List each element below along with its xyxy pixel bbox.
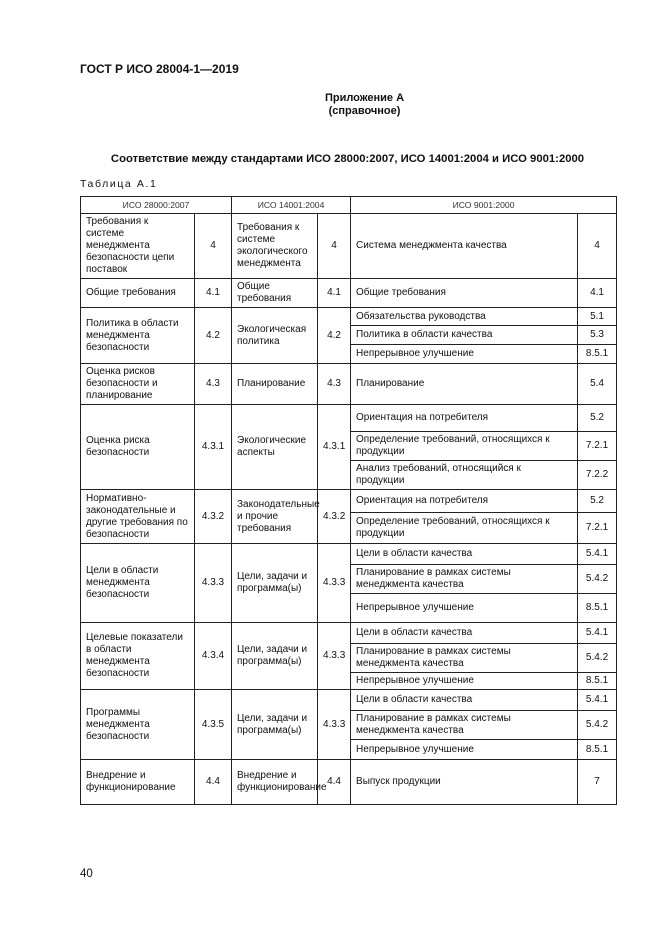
header-iso9001: ИСО 9001:2000	[351, 197, 617, 214]
iso9001-clause: Система менеджмента качества	[351, 214, 578, 279]
iso14001-number: 4.3.2	[318, 490, 351, 544]
iso14001-clause: Цели, задачи и программа(ы)	[232, 690, 318, 760]
iso28000-clause: Политика в области менеджмента безопасности	[81, 308, 195, 364]
iso14001-clause: Экологическая политика	[232, 308, 318, 364]
iso9001-clause: Непрерывное улучшение	[351, 345, 578, 364]
iso28000-clause: Целевые показатели в области менеджмента безопасности	[81, 623, 195, 690]
iso9001-number: 5.1	[578, 308, 617, 326]
table-row	[81, 490, 617, 513]
iso9001-clause: Непрерывное улучшение	[351, 673, 578, 690]
iso28000-number: 4.3.3	[195, 544, 232, 623]
annex-subtitle: (справочное)	[328, 105, 401, 117]
iso9001-clause: Ориентация на потребителя	[351, 405, 578, 432]
iso9001-number: 4.1	[578, 279, 617, 308]
annex-heading	[34, 92, 661, 118]
iso14001-number: 4.3	[318, 364, 351, 405]
iso14001-clause: Общие требования	[232, 279, 318, 308]
table-header-row	[81, 197, 617, 214]
table-row	[81, 364, 617, 405]
iso9001-number: 5.3	[578, 326, 617, 345]
table-row	[81, 623, 617, 644]
table-row	[81, 690, 617, 711]
table-body	[81, 214, 617, 805]
iso9001-number: 5.4.1	[578, 690, 617, 711]
iso14001-clause: Экологические аспекты	[232, 405, 318, 490]
iso28000-number: 4.4	[195, 760, 232, 805]
iso28000-number: 4.3.4	[195, 623, 232, 690]
table-caption: Таблица А.1	[80, 178, 158, 190]
iso14001-number: 4.1	[318, 279, 351, 308]
iso14001-clause: Планирование	[232, 364, 318, 405]
iso28000-clause: Внедрение и функционирование	[81, 760, 195, 805]
iso9001-clause: Планирование	[351, 364, 578, 405]
iso9001-number: 8.5.1	[578, 594, 617, 623]
iso28000-number: 4.2	[195, 308, 232, 364]
iso28000-number: 4	[195, 214, 232, 279]
iso14001-number: 4.3.3	[318, 623, 351, 690]
iso9001-clause: Планирование в рамках системы менеджмента качества	[351, 711, 578, 740]
iso28000-number: 4.3.2	[195, 490, 232, 544]
iso9001-clause: Анализ требований, относящийся к продукции	[351, 461, 578, 490]
iso9001-number: 8.5.1	[578, 740, 617, 760]
iso9001-number: 7	[578, 760, 617, 805]
table-row	[81, 308, 617, 326]
table-row	[81, 279, 617, 308]
iso14001-clause: Законодательные и прочие требования	[232, 490, 318, 544]
iso14001-clause: Цели, задачи и программа(ы)	[232, 544, 318, 623]
header-iso14001: ИСО 14001:2004	[232, 197, 351, 214]
iso9001-number: 5.4	[578, 364, 617, 405]
iso14001-number: 4.2	[318, 308, 351, 364]
iso9001-number: 7.2.1	[578, 432, 617, 461]
iso9001-clause: Политика в области качества	[351, 326, 578, 345]
iso28000-clause: Общие требования	[81, 279, 195, 308]
iso28000-number: 4.1	[195, 279, 232, 308]
page-number: 40	[80, 868, 93, 880]
section-title: Соответствие между стандартами ИСО 28000:2007, ИСО 14001:2004 и ИСО 9001:2000	[110, 153, 585, 165]
iso9001-clause: Планирование в рамках системы менеджмента качества	[351, 644, 578, 673]
iso28000-clause: Нормативно-законодательные и другие требования по безопасности	[81, 490, 195, 544]
iso9001-clause: Определение требований, относящихся к продукции	[351, 432, 578, 461]
iso9001-number: 5.4.2	[578, 711, 617, 740]
iso9001-clause: Общие требования	[351, 279, 578, 308]
correspondence-table	[80, 196, 617, 805]
iso9001-number: 7.2.2	[578, 461, 617, 490]
iso9001-clause: Цели в области качества	[351, 690, 578, 711]
table-row	[81, 214, 617, 279]
iso14001-number: 4.3.3	[318, 690, 351, 760]
iso14001-clause: Цели, задачи и программа(ы)	[232, 623, 318, 690]
iso28000-clause: Программы менеджмента безопасности	[81, 690, 195, 760]
iso28000-clause: Цели в области менеджмента безопасности	[81, 544, 195, 623]
iso9001-clause: Обязательства руководства	[351, 308, 578, 326]
iso14001-number: 4	[318, 214, 351, 279]
iso14001-number: 4.3.3	[318, 544, 351, 623]
iso9001-clause: Цели в области качества	[351, 623, 578, 644]
iso14001-clause: Внедрение и функционирование	[232, 760, 318, 805]
iso9001-number: 5.4.1	[578, 623, 617, 644]
iso9001-clause: Определение требований, относящихся к продукции	[351, 513, 578, 544]
iso9001-clause: Непрерывное улучшение	[351, 594, 578, 623]
iso9001-number: 8.5.1	[578, 345, 617, 364]
iso9001-number: 5.2	[578, 490, 617, 513]
iso9001-clause: Цели в области качества	[351, 544, 578, 565]
table-row	[81, 544, 617, 565]
document-header: ГОСТ Р ИСО 28004-1—2019	[80, 62, 239, 76]
iso9001-number: 4	[578, 214, 617, 279]
iso9001-number: 5.2	[578, 405, 617, 432]
iso9001-number: 7.2.1	[578, 513, 617, 544]
iso9001-clause: Непрерывное улучшение	[351, 740, 578, 760]
annex-title: Приложение А	[324, 92, 405, 104]
iso28000-clause: Оценка риска безопасности	[81, 405, 195, 490]
iso14001-number: 4.4	[318, 760, 351, 805]
iso14001-number: 4.3.1	[318, 405, 351, 490]
iso28000-number: 4.3.5	[195, 690, 232, 760]
iso9001-number: 8.5.1	[578, 673, 617, 690]
iso14001-clause: Требования к системе экологического менеджмента	[232, 214, 318, 279]
iso9001-number: 5.4.2	[578, 565, 617, 594]
header-iso28000: ИСО 28000:2007	[81, 197, 232, 214]
iso9001-clause: Ориентация на потребителя	[351, 490, 578, 513]
iso28000-clause: Оценка рисков безопасности и планирование	[81, 364, 195, 405]
iso9001-number: 5.4.2	[578, 644, 617, 673]
iso9001-number: 5.4.1	[578, 544, 617, 565]
iso28000-number: 4.3.1	[195, 405, 232, 490]
table-row	[81, 405, 617, 432]
iso9001-clause: Выпуск продукции	[351, 760, 578, 805]
iso9001-clause: Планирование в рамках системы менеджмента качества	[351, 565, 578, 594]
iso28000-number: 4.3	[195, 364, 232, 405]
iso28000-clause: Требования к системе менеджмента безопасности цепи поставок	[81, 214, 195, 279]
table-row	[81, 760, 617, 805]
